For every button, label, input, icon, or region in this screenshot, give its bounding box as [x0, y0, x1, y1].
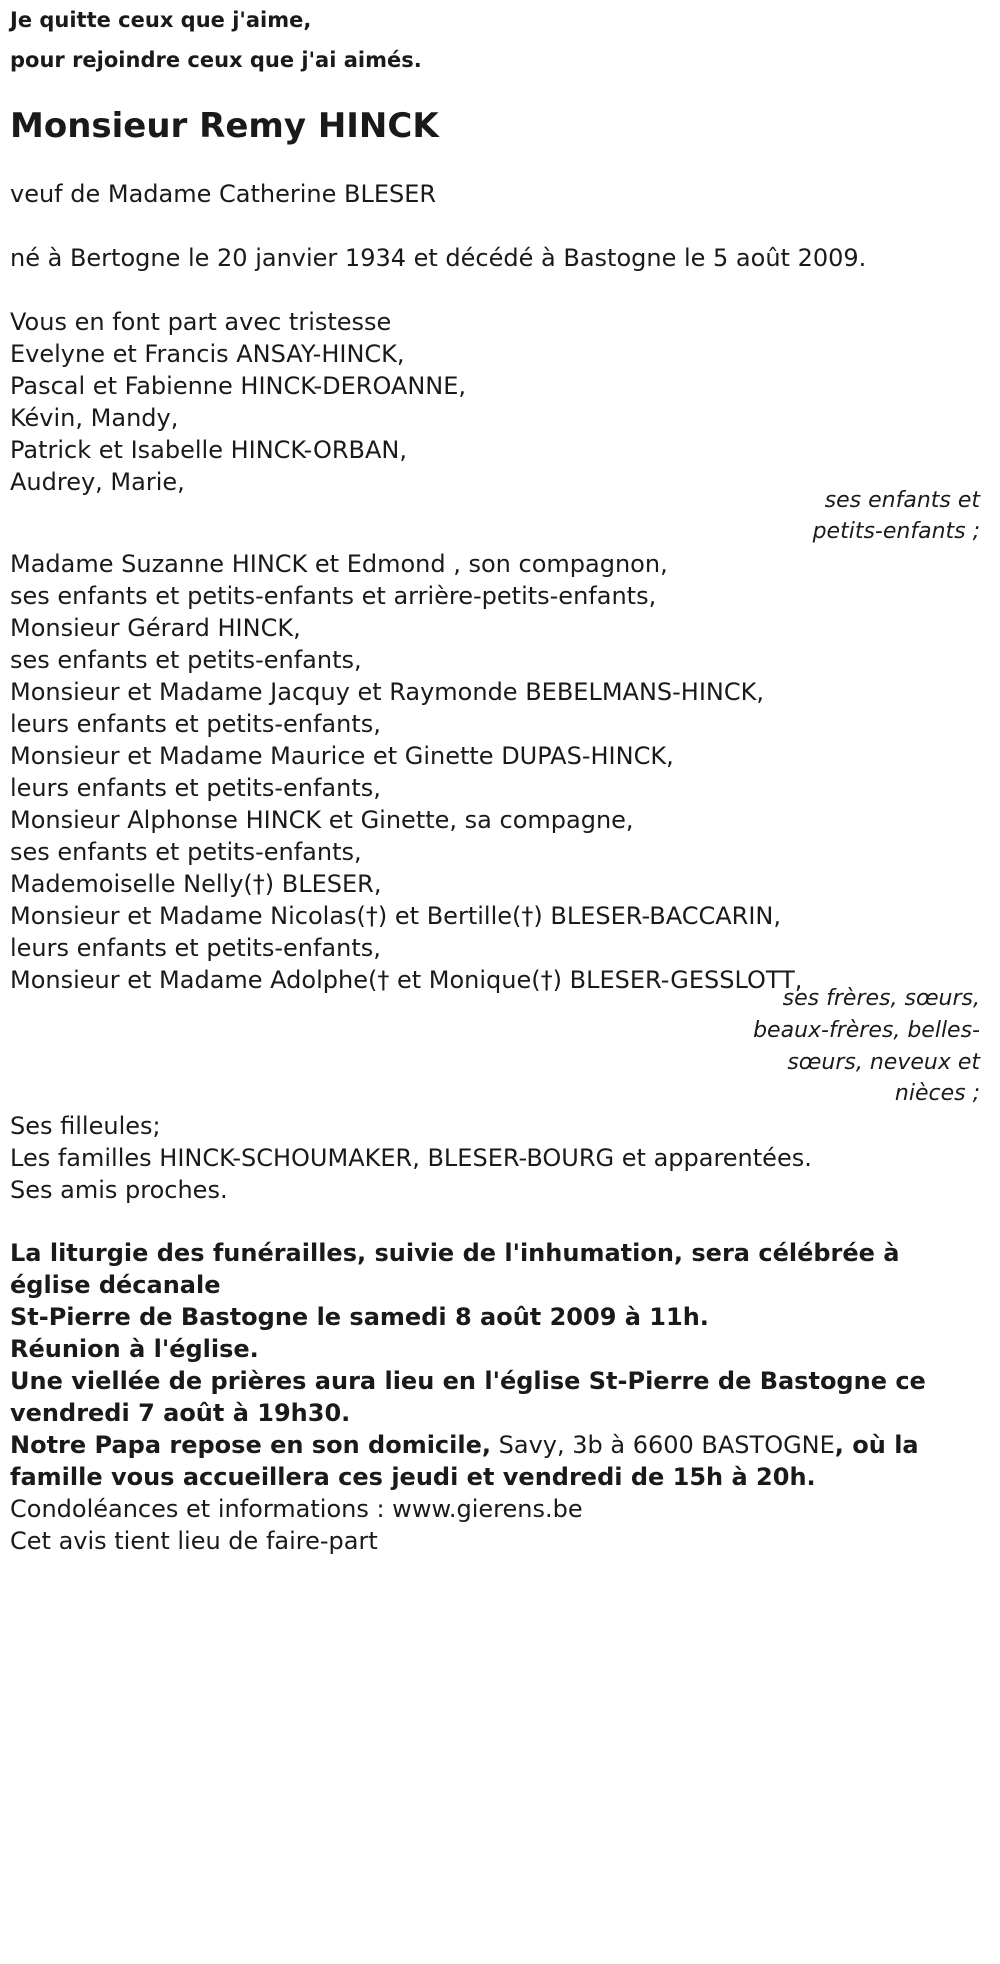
sibling-line: Madame Suzanne HINCK et Edmond , son compagnon,: [10, 550, 668, 578]
notice-line: Cet avis tient lieu de faire-part: [10, 1527, 378, 1555]
other-line: Les familles HINCK-SCHOUMAKER, BLESER-BOURG et apparentées.: [10, 1144, 812, 1172]
other-line: Ses filleules;: [10, 1112, 161, 1140]
siblings-label: sœurs, neveux et: [787, 1050, 980, 1075]
sibling-line: Monsieur et Madame Adolphe(† et Monique(†) BLESER-GESSLOTT,: [10, 966, 803, 994]
home-address: Savy, 3b à 6600 BASTOGNE: [491, 1431, 835, 1459]
announcer-line: Evelyne et Francis ANSAY-HINCK,: [10, 340, 405, 368]
home-visit-bold-b: , où la: [834, 1431, 919, 1459]
home-visit-bold-a: Notre Papa repose en son domicile,: [10, 1431, 491, 1459]
announcer-line: Kévin, Mandy,: [10, 404, 179, 432]
vigil-line: Une viellée de prières aura lieu en l'église St-Pierre de Bastogne ce: [10, 1367, 926, 1395]
announcer-line: Audrey, Marie,: [10, 468, 185, 496]
birth-death-line: né à Bertogne le 20 janvier 1934 et décédé à Bastogne le 5 août 2009.: [10, 244, 867, 272]
sibling-line: Mademoiselle Nelly(†) BLESER,: [10, 870, 382, 898]
children-label: ses enfants et: [824, 488, 980, 513]
funeral-line: Réunion à l'église.: [10, 1335, 259, 1363]
siblings-label: ses frères, sœurs,: [782, 986, 980, 1011]
children-label: petits-enfants ;: [812, 519, 980, 544]
sibling-line: Monsieur et Madame Maurice et Ginette DUPAS-HINCK,: [10, 742, 674, 770]
sibling-line: leurs enfants et petits-enfants,: [10, 774, 381, 802]
announcer-line: Patrick et Isabelle HINCK-ORBAN,: [10, 436, 408, 464]
sibling-line: ses enfants et petits-enfants et arrière-petits-enfants,: [10, 582, 657, 610]
condolences-line: Condoléances et informations : www.gierens.be: [10, 1495, 583, 1523]
sibling-line: leurs enfants et petits-enfants,: [10, 934, 381, 962]
quote-line-1: Je quitte ceux que j'aime,: [10, 8, 312, 32]
siblings-label: nièces ;: [894, 1081, 980, 1106]
vigil-line: vendredi 7 août à 19h30.: [10, 1399, 351, 1427]
siblings-label: beaux-frères, belles-: [753, 1018, 980, 1043]
funeral-line: St-Pierre de Bastogne le samedi 8 août 2009 à 11h.: [10, 1303, 709, 1331]
sibling-line: ses enfants et petits-enfants,: [10, 646, 362, 674]
funeral-line: La liturgie des funérailles, suivie de l'inhumation, sera célébrée à: [10, 1239, 900, 1267]
announcer-line: Vous en font part avec tristesse: [10, 308, 392, 336]
funeral-line: église décanale: [10, 1271, 221, 1299]
sibling-line: Monsieur et Madame Nicolas(†) et Bertille(†) BLESER-BACCARIN,: [10, 902, 781, 930]
other-line: Ses amis proches.: [10, 1176, 228, 1204]
sibling-line: Monsieur Gérard HINCK,: [10, 614, 301, 642]
widower-line: veuf de Madame Catherine BLESER: [10, 180, 437, 208]
sibling-line: Monsieur et Madame Jacquy et Raymonde BEBELMANS-HINCK,: [10, 678, 765, 706]
deceased-name: Monsieur Remy HINCK: [10, 106, 439, 146]
sibling-line: Monsieur Alphonse HINCK et Ginette, sa compagne,: [10, 806, 634, 834]
announcer-line: Pascal et Fabienne HINCK-DEROANNE,: [10, 372, 467, 400]
quote-line-2: pour rejoindre ceux que j'ai aimés.: [10, 48, 422, 72]
sibling-line: leurs enfants et petits-enfants,: [10, 710, 381, 738]
home-visit-line: [10, 1433, 919, 1457]
sibling-line: ses enfants et petits-enfants,: [10, 838, 362, 866]
home-visit-line-2: famille vous accueillera ces jeudi et vendredi de 15h à 20h.: [10, 1463, 816, 1491]
